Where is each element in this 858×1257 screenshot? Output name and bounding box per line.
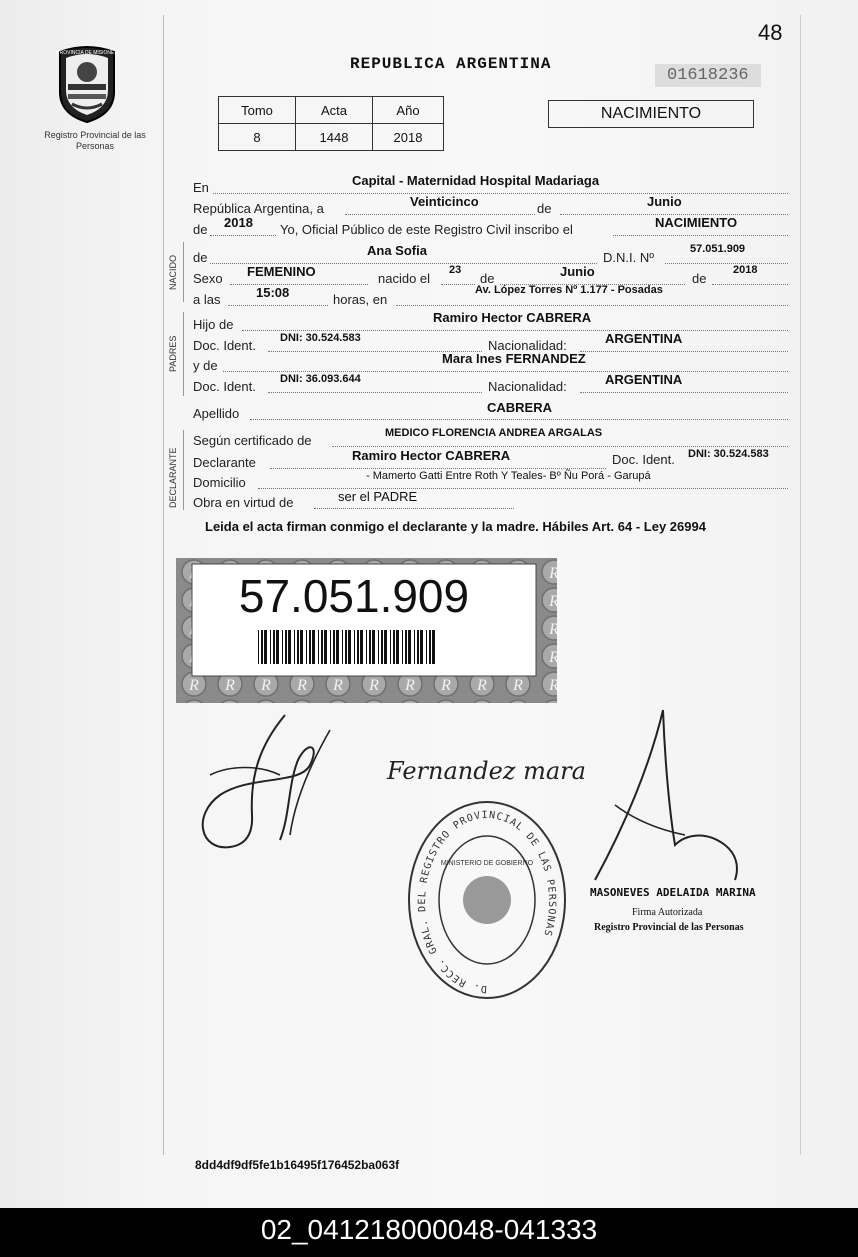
tomo-acta-anio-table (218, 96, 444, 151)
declarante-doc-label: Doc. Ident. (612, 452, 675, 467)
horas-label: horas, en (333, 292, 388, 307)
barcode-bar (300, 630, 303, 664)
barcode-bar (405, 630, 407, 664)
declarante-nombre: Ramiro Hector CABRERA (352, 448, 511, 463)
dni-sticker (176, 558, 557, 703)
declarante-label: Declarante (193, 455, 256, 470)
dotted-line (213, 193, 788, 194)
madre-signature-text: Fernandez mara (387, 757, 586, 785)
officer-registro: Registro Provincial de las Personas (594, 922, 744, 933)
section-divider (183, 242, 184, 302)
left-margin-line (163, 15, 164, 1155)
padre-doc: DNI: 30.524.583 (280, 332, 361, 344)
dotted-line (613, 235, 788, 236)
document-id-bar: 02_041218000048-041333 (0, 1208, 858, 1257)
barcode-bar (393, 630, 395, 664)
dia-value: Veinticinco (410, 194, 479, 209)
barcode-bar (333, 630, 335, 664)
nacido-nombre: Ana Sofia (367, 243, 427, 258)
nacido-anio: 2018 (733, 264, 758, 276)
barcode-bar (345, 630, 347, 664)
barcode-bar (402, 630, 403, 664)
barcode-bar (261, 630, 263, 664)
barcode-bar (417, 630, 419, 664)
barcode-bar (372, 630, 375, 664)
stamp-center-text: MINISTERIO DE GOBIERNO (440, 860, 534, 867)
barcode-bar (270, 630, 271, 664)
dotted-line (396, 305, 788, 306)
barcode-bar (420, 630, 423, 664)
nacido-el-label: nacido el (378, 271, 431, 286)
nacido-hora: 15:08 (256, 285, 290, 300)
section-divider (183, 430, 184, 510)
table-header-row (219, 97, 444, 124)
barcode-bar (306, 630, 307, 664)
barcode-bar (285, 630, 287, 664)
header-tomo: Tomo (219, 97, 296, 124)
dotted-line (268, 392, 482, 393)
barcode-bar (429, 630, 431, 664)
barcode-bar (396, 630, 399, 664)
anio-value: 2018 (224, 215, 253, 230)
dotted-line (223, 371, 788, 372)
barcode-bar (414, 630, 415, 664)
obra-label: Obra en virtud de (193, 495, 294, 510)
barcode-bar (309, 630, 311, 664)
dotted-line (250, 419, 788, 420)
barcode-bar (357, 630, 359, 664)
hijo-label: Hijo de (193, 317, 234, 332)
nacido-dni: 57.051.909 (690, 243, 746, 255)
stamp-ring-text: D. RECC. GRAL. DEL REGISTRO PROVINCIAL DE LAS PERSONAS (417, 809, 558, 995)
dni-label: D.N.I. Nº (603, 250, 654, 265)
barcode-bar (426, 630, 427, 664)
barcode-bar (378, 630, 379, 664)
document-hash: 8dd4df9df5fe1b16495f176452ba063f (195, 1158, 400, 1172)
barcode-bar (354, 630, 355, 664)
nacido-mes: Junio (560, 264, 595, 279)
declarante-doc: DNI: 30.524.583 (688, 448, 769, 460)
alas-label: a las (193, 292, 221, 307)
de-label: de (193, 222, 208, 237)
page-number: 48 (758, 20, 783, 45)
table-row (219, 124, 444, 151)
barcode-bar (273, 630, 275, 664)
dotted-line (314, 508, 514, 509)
dotted-line (228, 305, 328, 306)
republica-label: República Argentina, a (193, 201, 324, 216)
dotted-line (665, 263, 788, 264)
firma-autorizada: Firma Autorizada (632, 907, 703, 918)
officer-signature (575, 705, 765, 890)
barcode-bar (321, 630, 323, 664)
officer-name: MASONEVES ADELAIDA MARINA (590, 886, 756, 899)
dotted-line (332, 446, 788, 447)
closing-note: Leida el acta firman conmigo el declarante y la madre. Hábiles Art. 64 - Ley 26994 (205, 519, 706, 534)
domicilio-label: Domicilio (193, 475, 246, 490)
barcode-bar (282, 630, 283, 664)
barcode-bar (330, 630, 331, 664)
header-acta: Acta (296, 97, 373, 124)
madre-doc: DNI: 36.093.644 (280, 373, 361, 385)
barcode-bar (288, 630, 291, 664)
inscripcion-value: NACIMIENTO (655, 215, 738, 230)
right-margin-line (800, 15, 801, 1155)
barcode-bar (348, 630, 351, 664)
barcode-bar (366, 630, 367, 664)
barcode-bar (342, 630, 343, 664)
obra-value: ser el PADRE (338, 489, 418, 504)
cell-tomo: 8 (219, 124, 296, 151)
registro-provincial-label: Registro Provincial de las Personas (44, 130, 146, 151)
barcode-bar (312, 630, 315, 664)
nacido-domicilio: Av. López Torres Nº 1.177 - Posadas (475, 284, 663, 296)
nacionalidad-label: Nacionalidad: (488, 338, 567, 353)
dotted-line (580, 392, 788, 393)
barcode-bar (324, 630, 327, 664)
barcode-bar (294, 630, 295, 664)
madre-nacionalidad: ARGENTINA (605, 372, 683, 387)
sexo-label: Sexo (193, 271, 223, 286)
province-seal-logo (54, 44, 120, 124)
en-label: En (193, 180, 209, 195)
logo-text: PROVINCIA DE MISIONES (56, 50, 118, 56)
dni-sticker-graphic (176, 558, 557, 703)
apellido-value: CABRERA (487, 400, 552, 415)
de-label: de (537, 201, 552, 216)
barcode-bar (381, 630, 383, 664)
barcode-bar (264, 630, 267, 664)
barcode-bar (336, 630, 339, 664)
document-title: REPUBLICA ARGENTINA (350, 55, 552, 73)
cell-anio: 2018 (373, 124, 444, 151)
madre-nombre: Mara Ines FERNANDEZ (442, 351, 586, 366)
certificado-value: MEDICO FLORENCIA ANDREA ARGALAS (385, 427, 603, 439)
padre-nacionalidad: ARGENTINA (605, 331, 683, 346)
doc-label: Doc. Ident. (193, 338, 256, 353)
declarante-section-label: DECLARANTE (168, 447, 178, 508)
de-label: de (480, 271, 495, 286)
certificado-label: Según certificado de (193, 433, 312, 448)
barcode-bar (297, 630, 299, 664)
apellido-label: Apellido (193, 406, 240, 421)
padre-nombre: Ramiro Hector CABRERA (433, 310, 592, 325)
declarante-domicilio: - Mamerto Gatti Entre Roth Y Teales- Bº Ñu Porá - Garupá (366, 470, 651, 482)
cell-acta: 1448 (296, 124, 373, 151)
barcode-bar (390, 630, 391, 664)
barcode-bar (360, 630, 363, 664)
barcode-bar (408, 630, 411, 664)
padres-section-label: PADRES (168, 335, 178, 372)
section-divider (183, 312, 184, 396)
dotted-line (345, 214, 535, 215)
barcode-bar (276, 630, 279, 664)
dotted-line (580, 351, 788, 352)
dotted-line (230, 284, 368, 285)
dotted-line (210, 235, 276, 236)
barcode-bar (258, 630, 259, 664)
de-label: de (692, 271, 707, 286)
nacionalidad-label: Nacionalidad: (488, 379, 567, 394)
declarante-signature (190, 705, 360, 855)
dni-number: 57.051.909 (238, 570, 470, 622)
oficial-label: Yo, Oficial Público de este Registro Civil inscribo el (280, 222, 573, 237)
de-label: de (193, 250, 208, 265)
barcode-bar (369, 630, 371, 664)
serial-number: 01618236 (655, 64, 761, 87)
official-stamp (405, 800, 570, 1002)
nacido-section-label: NACIDO (168, 254, 178, 290)
dotted-line (270, 468, 606, 469)
mes-value: Junio (647, 194, 682, 209)
nacido-dia: 23 (449, 264, 462, 276)
barcode-bar (432, 630, 435, 664)
header-anio: Año (373, 97, 444, 124)
yde-label: y de (193, 358, 218, 373)
sexo-value: FEMENINO (247, 264, 316, 279)
dotted-line (242, 330, 788, 331)
dotted-line (712, 284, 788, 285)
barcode-bar (384, 630, 387, 664)
lugar-value: Capital - Maternidad Hospital Madariaga (352, 173, 600, 188)
doc-label: Doc. Ident. (193, 379, 256, 394)
tipo-acta-box: NACIMIENTO (548, 100, 754, 128)
dotted-line (441, 284, 475, 285)
barcode-bar (318, 630, 319, 664)
